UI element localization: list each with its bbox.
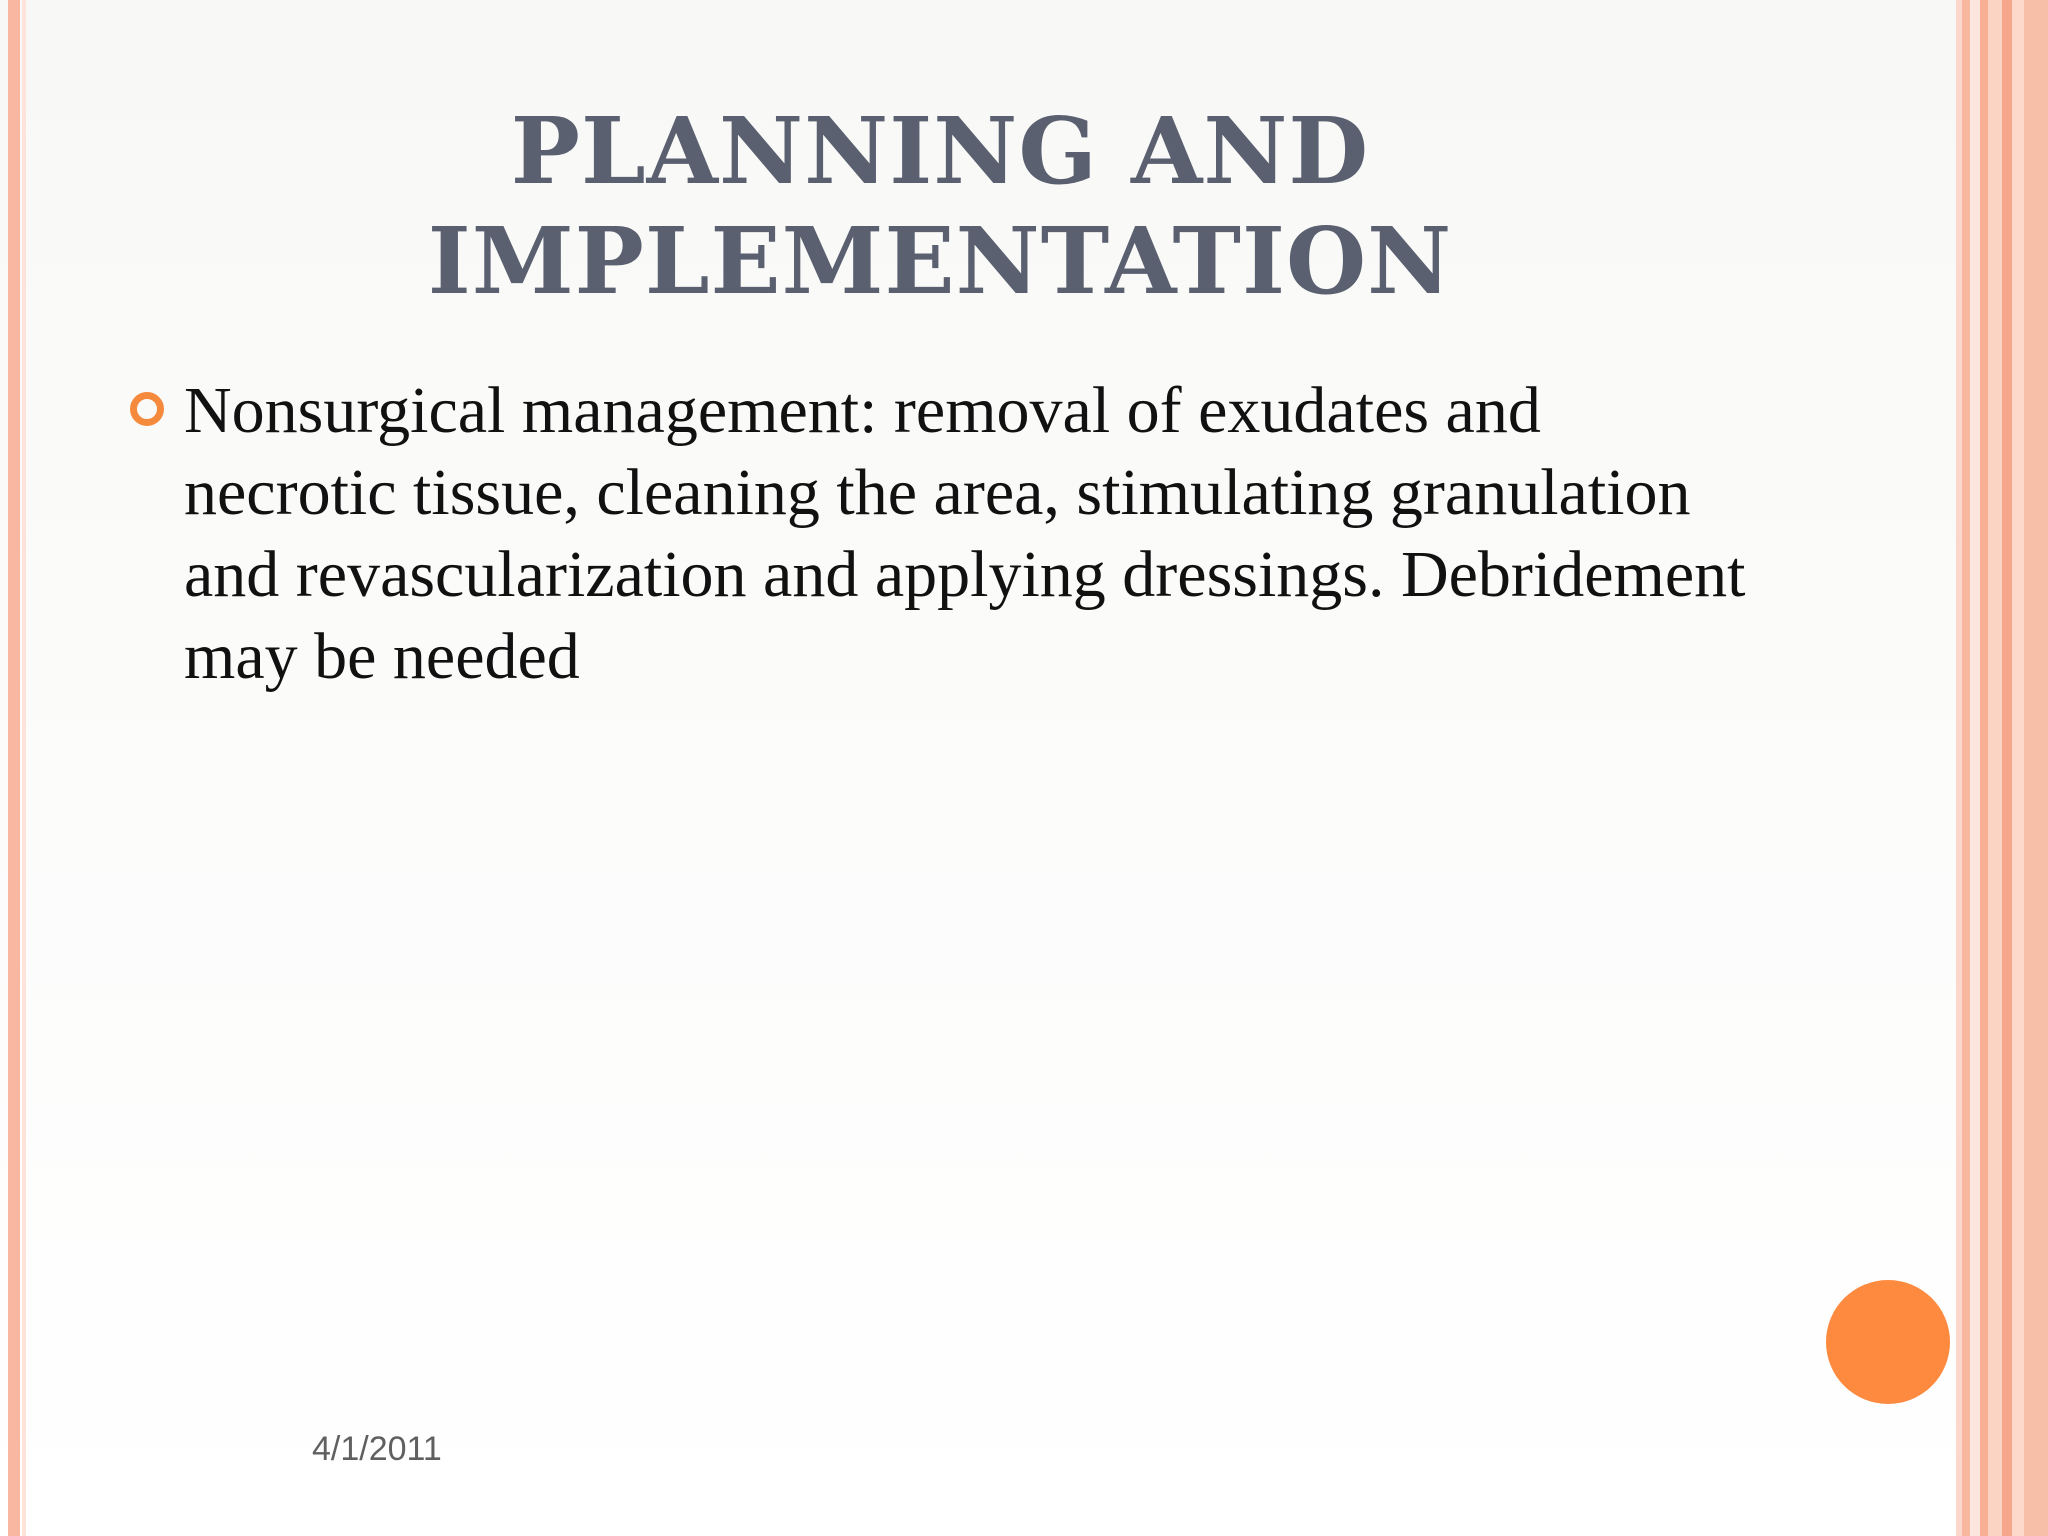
slide-date: 4/1/2011	[312, 1430, 442, 1468]
bullet-item	[126, 370, 1746, 698]
right-border-stripes	[1956, 0, 2048, 1536]
slide-body	[126, 370, 1746, 698]
bullet-text: Nonsurgical management: removal of exudates and necrotic tissue, cleaning the area, stimulating granulation and revascularization and applying dressings. Debridement may be needed	[184, 374, 1746, 693]
hollow-circle-bullet-icon	[130, 392, 164, 426]
left-border-bar	[8, 0, 20, 1536]
orange-circle-icon	[1826, 1280, 1950, 1404]
left-border-accent	[22, 0, 26, 1536]
slide-title-line-1: PLANNING AND	[510, 97, 1370, 205]
slide-title	[240, 96, 1640, 316]
slide-title-line-2: IMPLEMENTATION	[427, 207, 1453, 315]
